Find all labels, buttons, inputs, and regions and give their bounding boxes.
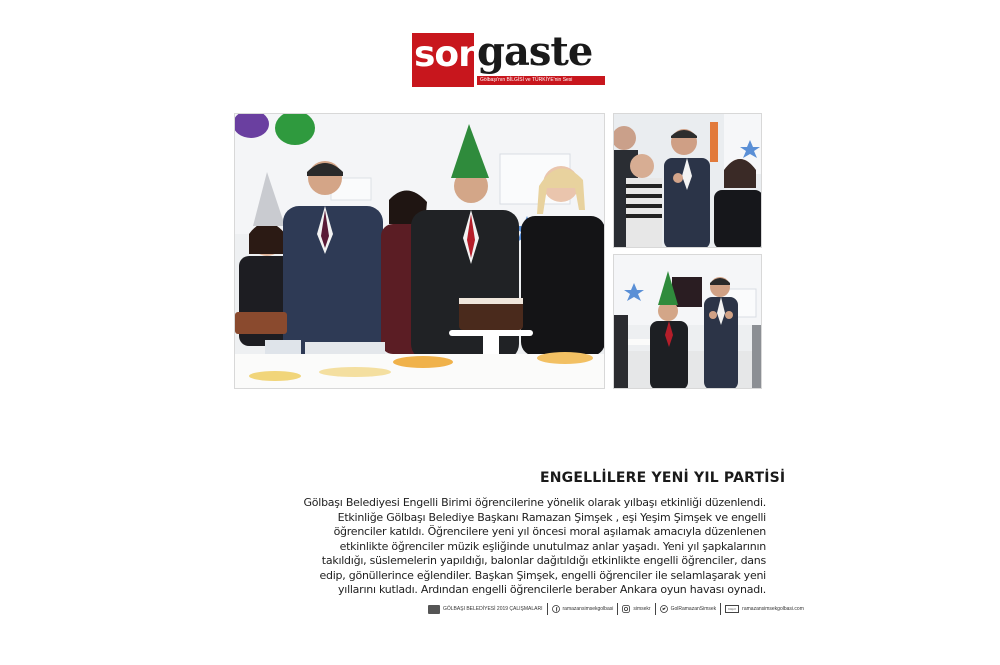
- footer-website[interactable]: [721, 603, 808, 615]
- footer-twitter[interactable]: [656, 603, 722, 615]
- website-url: ramazansimsekgolbasi.com: [742, 606, 804, 612]
- twitter-icon: [660, 605, 668, 613]
- logo-tagline: Gölbaşı'nın BİLGİSİ ve TÜRKİYE'nin Sesi: [480, 77, 573, 83]
- article-line: öğrenciler katıldı. Öğrencilere yeni yıl öncesi moral aşılamak amacıyla düzenlenen: [333, 525, 766, 538]
- municipality-logo-icon: [428, 605, 440, 614]
- footer-facebook[interactable]: [548, 603, 619, 615]
- article-line: Gölbaşı Belediyesi Engelli Birimi öğrencilerine yönelik olarak yılbaşı etkinliği düzenlendi.: [303, 496, 766, 509]
- twitter-handle: GolRamazanSimsek: [670, 606, 717, 612]
- footer-instagram[interactable]: [618, 603, 655, 615]
- article-line: edip, gönüllerince eğlendiler. Başkan Şimşek, engelli öğrenciler ile selamlaşarak yeni: [319, 568, 766, 582]
- article-headline: ENGELLİLERE YENİ YIL PARTİSİ: [540, 470, 786, 486]
- main-event-photo: [234, 113, 605, 389]
- article-line: Etkinliğe Gölbaşı Belediye Başkanı Ramazan Şimşek , eşi Yeşim Şimşek ve engelli: [337, 510, 766, 524]
- footer-works-label: GÖLBAŞI BELEDİYESİ 2019 ÇALIŞMALARI: [443, 606, 543, 612]
- bottom-right-photo: [613, 254, 762, 389]
- article-body: [262, 496, 766, 598]
- footer-social-bar: [424, 602, 808, 616]
- web-icon: [725, 605, 739, 613]
- instagram-handle: simsekr: [633, 606, 651, 612]
- greeting-scene-illustration: [614, 255, 762, 389]
- dancing-scene-illustration: [614, 114, 762, 248]
- facebook-icon: [552, 605, 560, 613]
- newspaper-logo: [412, 28, 608, 87]
- article-line: yıllarını kutladı. Ardından engelli öğrencilerle beraber Ankara oyun havası oynadı.: [338, 583, 766, 596]
- logo-red-box: [412, 33, 483, 87]
- footer-works: [424, 603, 548, 615]
- article-line: takıldığı, süslemelerin yapıldığı, balonlar dağıtıldığı etkinlikte engelli öğrenciler, dans: [321, 554, 766, 567]
- web-icon-label: http://: [728, 607, 736, 611]
- facebook-handle: ramazansimsekgolbasi: [562, 606, 614, 612]
- article-line: etkinlikte öğrenciler müzik eşliğinde unutulmaz anlar yaşadı. Yeni yıl şapkalarının: [339, 539, 766, 553]
- logo-tagline-bar: [477, 76, 605, 85]
- logo-text-son: son: [414, 34, 483, 75]
- logo-text-gaste: gaste: [477, 28, 593, 75]
- instagram-icon: [622, 605, 630, 613]
- party-scene-illustration: [235, 114, 605, 389]
- top-right-photo: [613, 113, 762, 248]
